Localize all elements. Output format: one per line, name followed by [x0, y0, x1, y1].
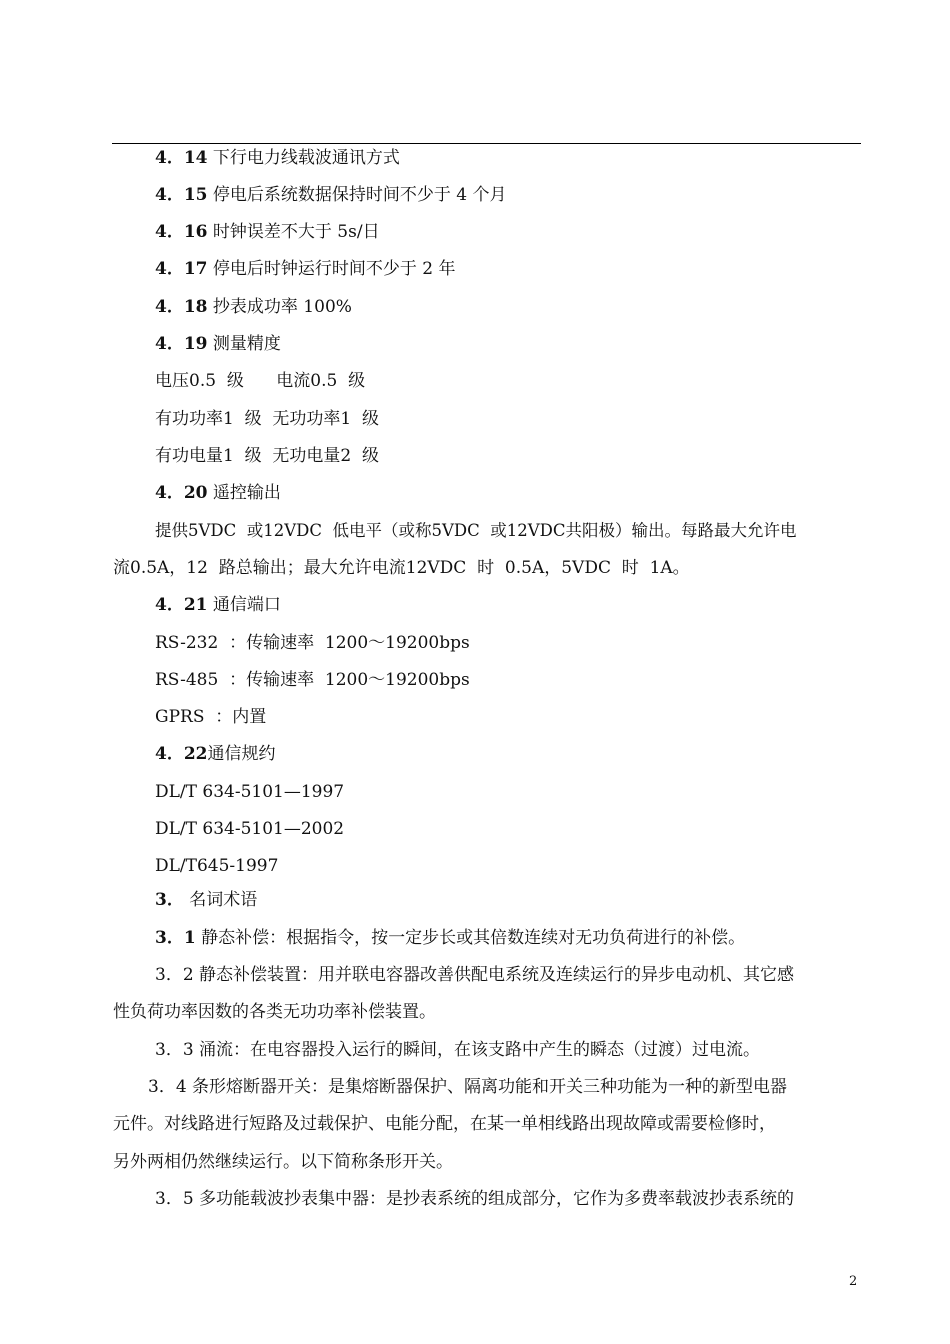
line-text: RS-485 ：传输速率 1200～19200bps: [155, 670, 470, 690]
item-4-14: [155, 148, 400, 168]
line-text: 有功电量1 级 无功电量2 级: [155, 446, 380, 466]
line-text: DL/T645-1997: [155, 856, 279, 876]
line-text: DL/T 634-5101—1997: [155, 782, 345, 802]
header-rule: [112, 143, 861, 144]
line-text: GPRS ：内置: [155, 707, 267, 727]
page-number: 2: [849, 1274, 858, 1289]
item-text: 抄表成功率 100%: [212, 297, 352, 317]
accuracy-voltage-current: [155, 371, 365, 391]
term-3-4-line-1: [148, 1077, 787, 1097]
item-number: 4．22: [155, 744, 208, 764]
line-text: 性负荷功率因数的各类无功功率补偿装置。: [113, 1002, 436, 1022]
line-text: RS-232 ：传输速率 1200～19200bps: [155, 633, 470, 653]
line-text: 有功功率1 级 无功功率1 级: [155, 409, 380, 429]
line-text: 3．2 静态补偿装置：用并联电容器改善供配电系统及连续运行的异步电动机、其它感: [155, 965, 795, 985]
term-text: 静态补偿：根据指令，按一定步长或其倍数连续对无功负荷进行的补偿。: [201, 928, 746, 948]
item-4-22: [155, 744, 276, 764]
term-3-5-line-1: [155, 1189, 794, 1209]
port-rs232: [155, 633, 470, 653]
item-text: 下行电力线载波通讯方式: [212, 148, 400, 168]
line-text: 另外两相仍然继续运行。以下简称条形开关。: [113, 1152, 453, 1172]
accuracy-power: [155, 409, 379, 429]
item-text: 遥控输出: [212, 483, 281, 503]
remote-output-line-2: [113, 558, 690, 578]
line-text: 3．5 多功能载波抄表集中器：是抄表系统的组成部分，它作为多费率载波抄表系统的: [155, 1189, 795, 1209]
port-gprs: [155, 707, 266, 727]
term-number: 3．1: [155, 928, 196, 948]
item-text: 测量精度: [212, 334, 281, 354]
item-4-17: [155, 259, 456, 279]
item-text: 通信规约: [207, 744, 276, 764]
item-number: 4．17: [155, 259, 208, 279]
item-text: 时钟误差不大于 5s/日: [212, 222, 380, 242]
term-3-2-line-1: [155, 965, 794, 985]
item-4-16: [155, 222, 380, 242]
line-text: 流0.5A，12 路总输出；最大允许电流12VDC 时 0.5A，5VDC 时 1A。: [113, 558, 690, 578]
item-number: 4．16: [155, 222, 208, 242]
line-text: 元件。对线路进行短路及过载保护、电能分配，在某一单相线路出现故障或需要检修时，: [113, 1114, 776, 1134]
line-text: 提供5VDC 或12VDC 低电平（或称5VDC 或12VDC共阳极）输出。每路最大允许电: [155, 521, 797, 540]
term-3-1: [155, 928, 745, 948]
protocol-2002: [155, 819, 344, 839]
term-3-2-line-2: [113, 1002, 436, 1022]
line-text: 电压0.5 级 电流0.5 级: [155, 371, 366, 391]
remote-output-line-1: [155, 521, 797, 541]
section-title: 名词术语: [189, 890, 258, 910]
section-number: 3．: [155, 890, 184, 910]
item-number: 4．21: [155, 595, 208, 615]
port-rs485: [155, 670, 470, 690]
protocol-1997: [155, 782, 344, 802]
item-number: 4．14: [155, 148, 208, 168]
item-4-15: [155, 185, 507, 205]
term-3-4-line-2: [113, 1114, 776, 1134]
item-number: 4．18: [155, 297, 208, 317]
item-text: 停电后系统数据保持时间不少于 4 个月: [212, 185, 507, 205]
item-number: 4．19: [155, 334, 208, 354]
section-3-heading: [155, 890, 257, 910]
item-text: 通信端口: [212, 595, 281, 615]
item-4-20: [155, 483, 281, 503]
accuracy-energy: [155, 446, 379, 466]
item-number: 4．15: [155, 185, 208, 205]
term-3-3: [155, 1040, 760, 1060]
item-number: 4．20: [155, 483, 208, 503]
line-text: 3．3 涌流：在电容器投入运行的瞬间，在该支路中产生的瞬态（过渡）过电流。: [155, 1040, 761, 1060]
term-3-4-line-3: [113, 1152, 453, 1172]
protocol-645: [155, 856, 278, 876]
line-text: DL/T 634-5101—2002: [155, 819, 345, 839]
item-4-18: [155, 297, 352, 317]
item-text: 停电后时钟运行时间不少于 2 年: [212, 259, 456, 279]
item-4-21: [155, 595, 281, 615]
line-text: 3．4 条形熔断器开关：是集熔断器保护、隔离功能和开关三种功能为一种的新型电器: [148, 1077, 788, 1097]
item-4-19: [155, 334, 281, 354]
